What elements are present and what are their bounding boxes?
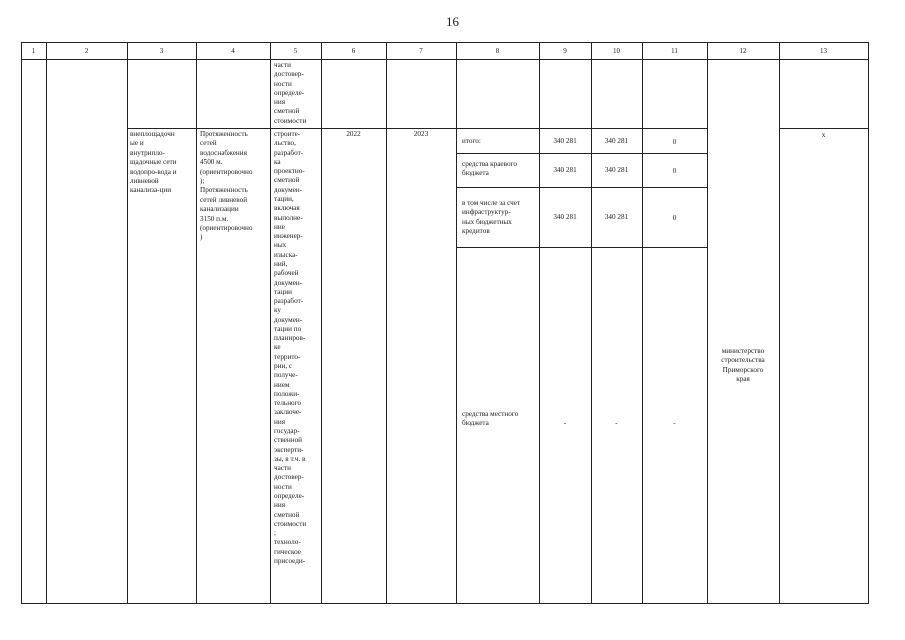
subrow-divider-2 [456, 187, 708, 188]
row-divider [127, 128, 707, 129]
header-col-9: 9 [563, 47, 567, 55]
local-value-col10: - [615, 419, 618, 427]
total-value-col9: 340 281 [553, 137, 577, 145]
col-line-10 [642, 42, 643, 604]
col-line-1 [46, 42, 47, 604]
header-col-4: 4 [231, 47, 235, 55]
col-line-9 [591, 42, 592, 604]
header-col-5: 5 [293, 47, 298, 55]
cell-col13-mark: х [821, 131, 826, 139]
col-line-2 [127, 42, 128, 604]
col-line-12 [779, 42, 780, 604]
subrow-divider-3 [456, 247, 708, 248]
header-divider [21, 59, 869, 60]
credits-value-col9: 340 281 [553, 213, 577, 221]
header-col-1: 1 [31, 47, 36, 55]
credits-value-col11: 0 [672, 214, 677, 222]
funding-source-infrastructure-credits: в том числе за счет инфраструктур- ных бюджетных кредитов [462, 199, 521, 236]
col-line-8 [539, 42, 540, 604]
cell-start-year: 2022 [346, 130, 361, 138]
col-line-0 [21, 42, 22, 604]
header-col-7: 7 [419, 47, 423, 55]
funding-source-local: средства местного бюджета [462, 410, 519, 428]
funding-source-total: итого: [462, 137, 481, 145]
col-line-13 [868, 42, 869, 604]
cell-work-type: строите- льство, разработ- ка проектно- сметной докумен- тации, включая выполне- ние инженер- ных изыска- ний, рабочей докумен- тации разработ- ку докумен- тации по планиров- ке террито- рии, с получе- нием положи- тельного заключе- ния государ- ственной эксперти- зы, в т.ч. в части достовер- ности определе- ния сметной стоимости ; техноло- гическое присоеди- [274, 130, 307, 565]
cell-col5-continued: части достовер- ности определе- ния сметной стоимости [274, 61, 307, 125]
subrow-divider-1 [456, 153, 708, 154]
col-line-11 [707, 42, 708, 604]
regional-value-col9: 340 281 [553, 166, 577, 174]
col-line-7 [456, 42, 457, 604]
header-col-13: 13 [820, 47, 827, 55]
header-col-10: 10 [613, 47, 620, 55]
credits-value-col10: 340 281 [604, 213, 629, 221]
regional-value-col11: 0 [672, 167, 677, 175]
funding-source-regional: средства краевого бюджета [462, 160, 517, 178]
cell-object-name: внеплощадочн ые и внутрипло- щадочные сети водопро-вода и ливневой канализа-ции [130, 130, 177, 195]
cell-capacity: Протяженность сетей водоснабжения 4500 м. (ориентировочно ); Протяженность сетей ливневой канализации 3150 п.м. (ориентировочно ) [200, 130, 253, 242]
header-col-3: 3 [159, 47, 164, 55]
regional-value-col10: 340 281 [604, 166, 629, 174]
header-col-2: 2 [84, 47, 89, 55]
col-line-6 [386, 42, 387, 604]
col-line-3 [196, 42, 197, 604]
cell-responsible-body: министерство строительства Приморского края [721, 347, 765, 384]
header-col-6: 6 [351, 47, 356, 55]
cell-end-year: 2023 [413, 130, 429, 138]
page-number: 16 [446, 14, 459, 29]
local-value-col11: - [673, 419, 676, 427]
total-value-col11: 0 [672, 138, 677, 146]
col-line-5 [321, 42, 322, 604]
col-line-4 [270, 42, 271, 604]
row-divider-col13 [779, 128, 869, 129]
local-value-col9: - [563, 419, 567, 427]
header-col-8: 8 [495, 47, 500, 55]
header-col-12: 12 [739, 47, 747, 55]
header-col-11: 11 [671, 47, 678, 55]
total-value-col10: 340 281 [604, 137, 629, 145]
table-border-top [21, 42, 869, 43]
table-border-bottom [21, 603, 869, 604]
